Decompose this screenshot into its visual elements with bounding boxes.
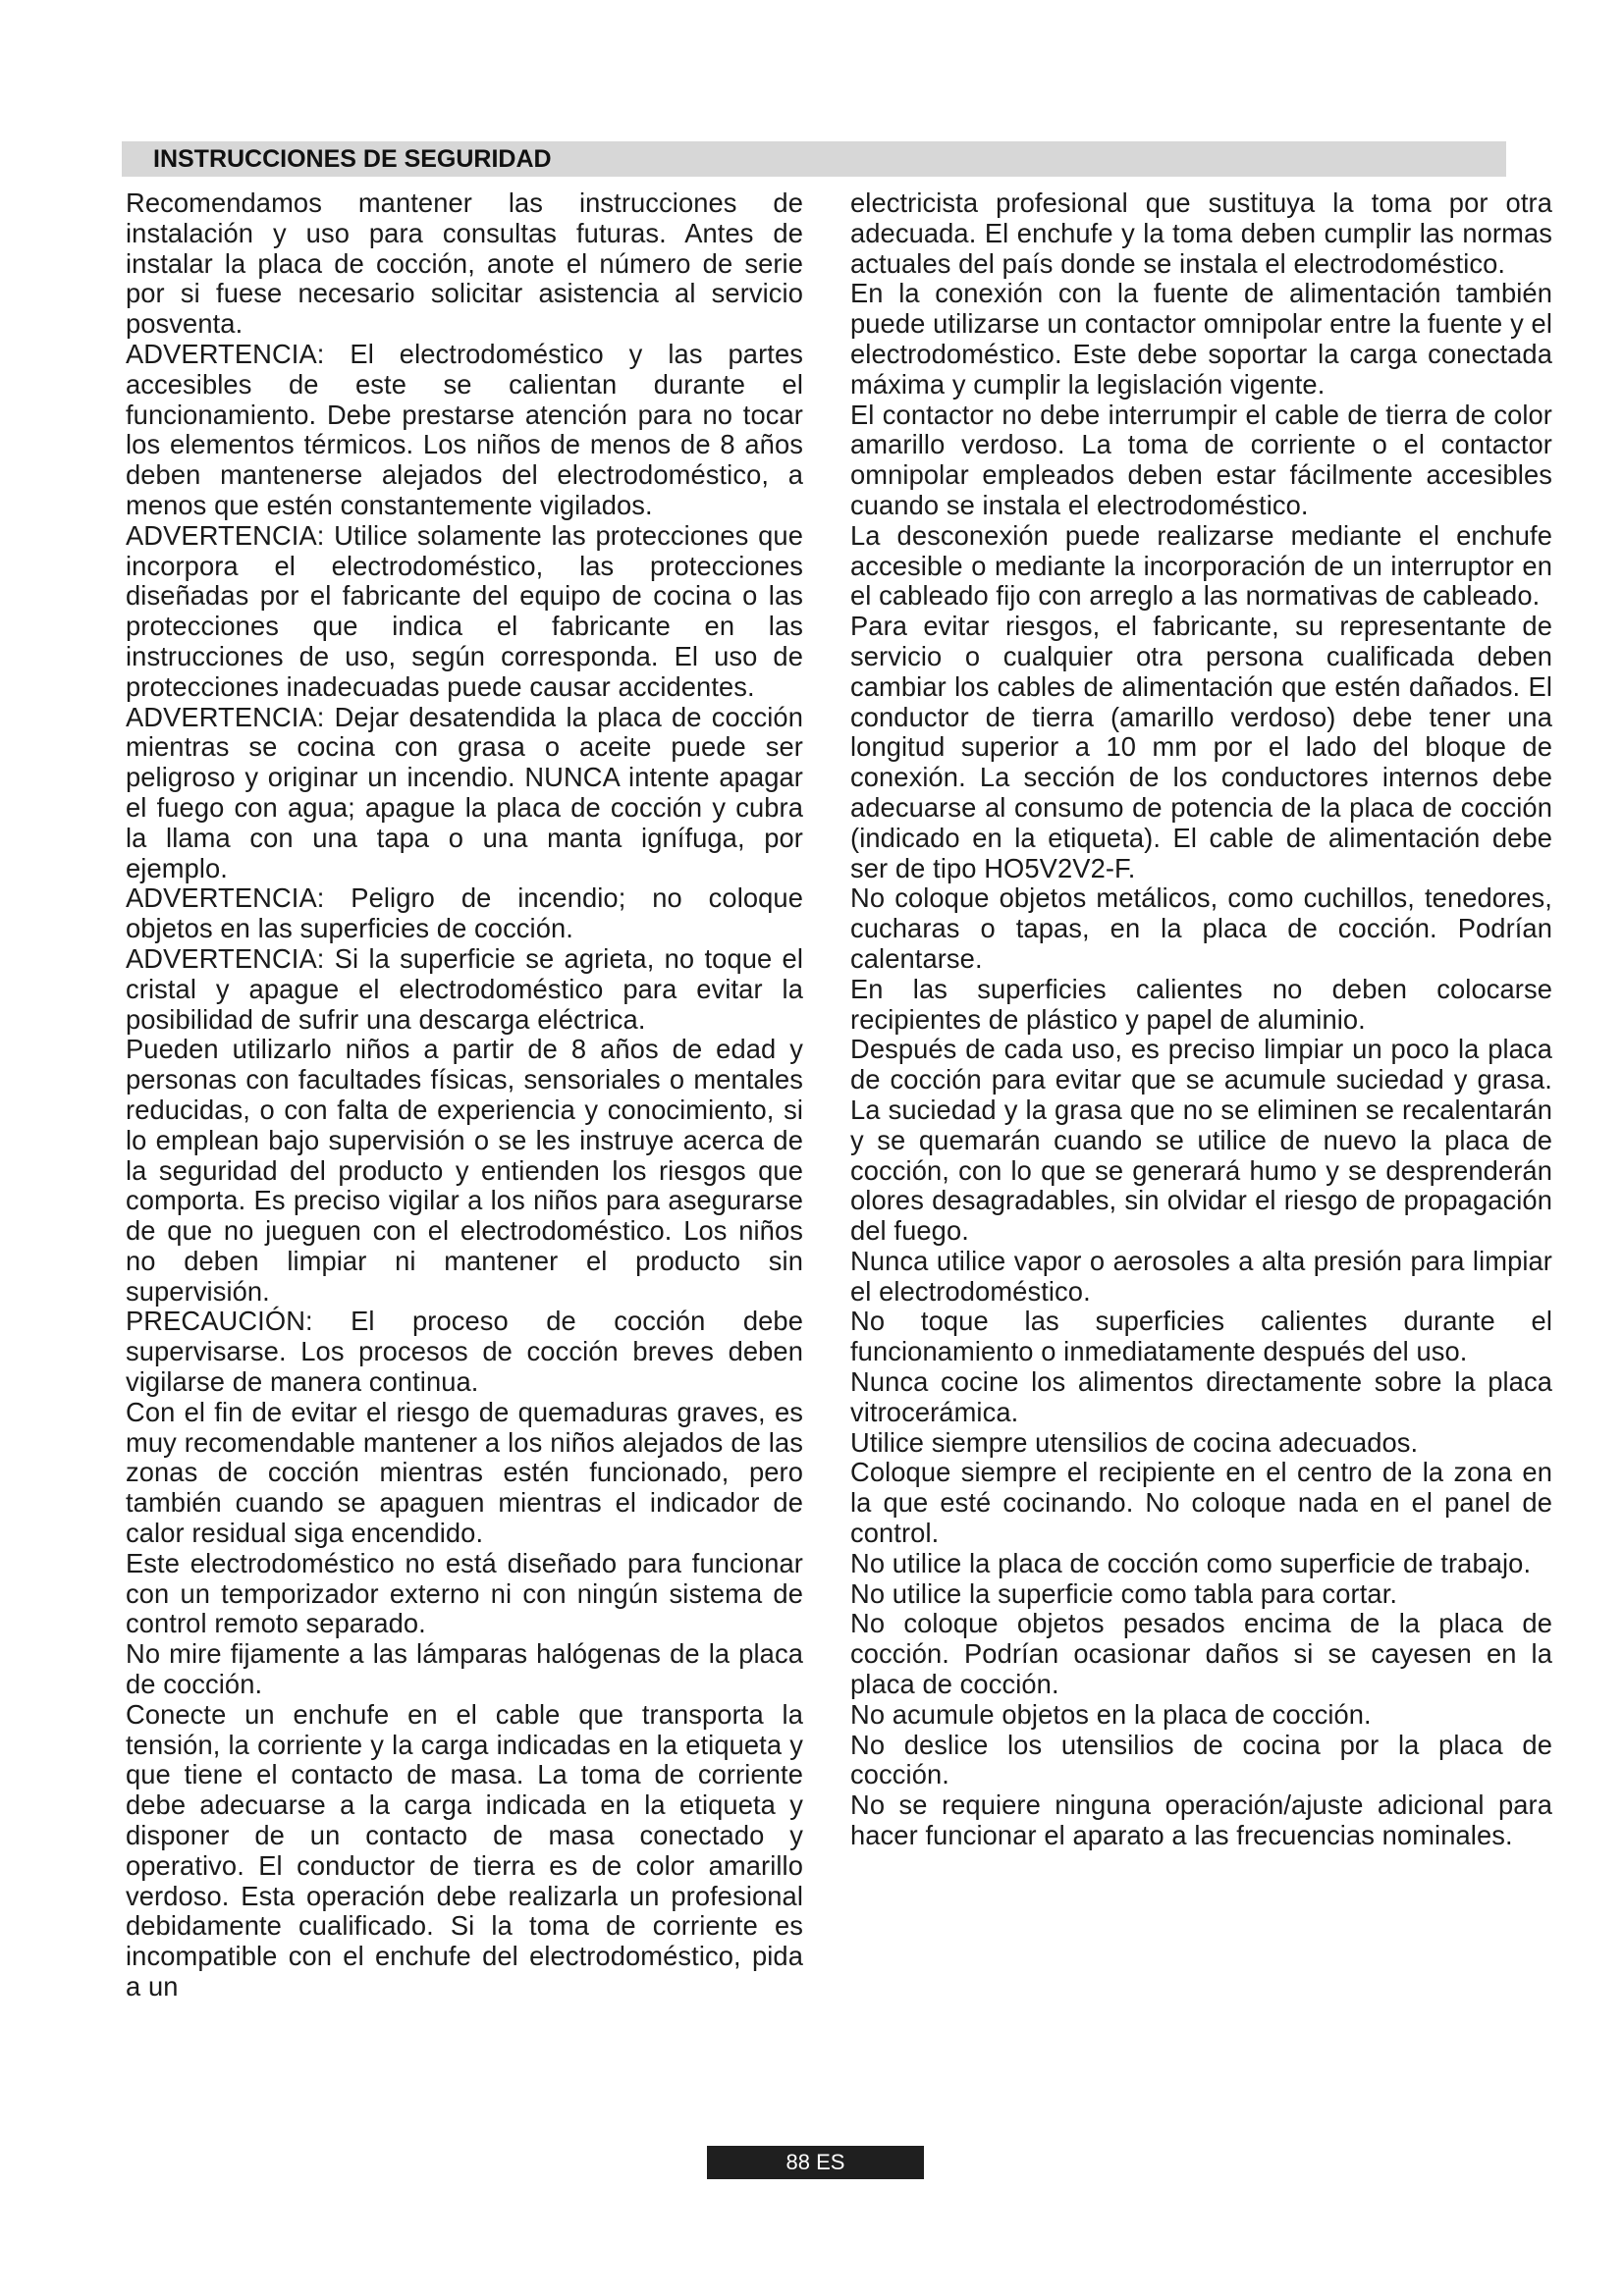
paragraph: ADVERTENCIA: Dejar desatendida la placa de cocción mientras se cocina con grasa o aceite puede ser peligroso y originar un incendio. NUNCA intente apagar el fuego con agua; apague la placa de cocción y cubra la llama con una tapa o una manta ignífuga, por ejemplo. <box>126 701 803 883</box>
paragraph: Conecte un enchufe en el cable que transporta la tensión, la corriente y la carga indicadas en la etiqueta y que tiene el contacto de masa. La toma de corriente debe adecuarse a la carga indicada en la etiqueta y disponer de un contacto de masa conectado y operativo. El conductor de tierra es de color amarillo verdoso. Esta operación debe realizarla un profesional debidamente cualificado. Si la toma de corriente es incompatible con el enchufe del electrodoméstico, pida a un <box>126 1698 803 2002</box>
page-number: 88 ES <box>785 2150 845 2174</box>
paragraph: No toque las superficies calientes durante el funcionamiento o inmediatamente después del uso. <box>850 1306 1552 1367</box>
paragraph: Coloque siempre el recipiente en el centro de la zona en la que esté cocinando. No coloque nada en el panel de control. <box>850 1457 1552 1549</box>
paragraph: No utilice la placa de cocción como superficie de trabajo. <box>850 1547 1532 1578</box>
paragraph: Pueden utilizarlo niños a partir de 8 años de edad y personas con facultades físicas, sensoriales o mentales reducidas, o con falta de experiencia y conocimiento, si lo emplean bajo supervisión o se les instruye acerca de la seguridad del producto y entienden los riesgos que comporta. Es preciso vigilar a los niños para asegurarse de que no jueguen con el electrodoméstico. Los niños no deben limpiar ni mantener el producto sin supervisión. <box>126 1034 803 1307</box>
paragraph: La desconexión puede realizarse mediante el enchufe accesible o mediante la incorporación de un interruptor en el cableado fijo con arreglo a las normativas de cableado. <box>850 519 1552 612</box>
paragraph: Nunca cocine los alimentos directamente sobre la placa vitrocerámica. <box>850 1366 1552 1427</box>
section-header-bar <box>122 141 1506 177</box>
paragraph: No se requiere ninguna operación/ajuste adicional para hacer funcionar el aparato a las frecuencias nominales. <box>850 1789 1552 1851</box>
paragraph: ADVERTENCIA: Utilice solamente las protecciones que incorpora el electrodoméstico, las protecciones diseñadas por el fabricante del equipo de cocina o las protecciones que indica el fabricante en las instrucciones de uso, según corresponda. El uso de protecciones inadecuadas puede causar accidentes. <box>126 519 803 702</box>
paragraph: En la conexión con la fuente de alimentación también puede utilizarse un contactor omnipolar entre la fuente y el electrodoméstico. Este debe soportar la carga conectada máxima y cumplir la legislación vigente. <box>850 278 1552 400</box>
paragraph: No coloque objetos metálicos, como cuchillos, tenedores, cucharas o tapas, en la placa de cocción. Podrían calentarse. <box>850 882 1552 974</box>
paragraph: No deslice los utensilios de cocina por la placa de cocción. <box>850 1729 1552 1790</box>
paragraph: No acumule objetos en la placa de cocción. <box>850 1698 1372 1730</box>
paragraph: No coloque objetos pesados encima de la placa de cocción. Podrían ocasionar daños si se cayesen en la placa de cocción. <box>850 1608 1552 1700</box>
paragraph: Recomendamos mantener las instrucciones de instalación y uso para consultas futuras. Antes de instalar la placa de cocción, anote el número de serie por si fuese necesario solicitar asistencia al servicio posventa. <box>126 187 803 340</box>
section-title: INSTRUCCIONES DE SEGURIDAD <box>153 145 552 173</box>
paragraph: Utilice siempre utensilios de cocina adecuados. <box>850 1426 1419 1458</box>
paragraph: Después de cada uso, es preciso limpiar un poco la placa de cocción para evitar que se acumule suciedad y grasa. La suciedad y la grasa que no se eliminen se recalentarán y se quemarán cuando se utilice de nuevo la placa de cocción, con lo que se generará humo y se desprenderán olores desagradables, sin olvidar el riesgo de propagación del fuego. <box>850 1034 1552 1247</box>
paragraph: Con el fin de evitar el riesgo de quemaduras graves, es muy recomendable mantener a los niños alejados de las zonas de cocción mientras estén funcionado, pero también cuando se apaguen mientras el indicador de calor residual siga encendido. <box>126 1396 803 1549</box>
paragraph: En las superficies calientes no deben colocarse recipientes de plástico y papel de aluminio. <box>850 973 1552 1035</box>
paragraph: Este electrodoméstico no está diseñado para funcionar con un temporizador externo ni con ningún sistema de control remoto separado. <box>126 1547 803 1639</box>
paragraph: El contactor no debe interrumpir el cable de tierra de color amarillo verdoso. La toma de corriente o el contactor omnipolar empleados deben estar fácilmente accesibles cuando se instala el electrodoméstico. <box>850 399 1552 520</box>
paragraph: ADVERTENCIA: El electrodoméstico y las partes accesibles de este se calientan durante el funcionamiento. Debe prestarse atención para no tocar los elementos térmicos. Los niños de menos de 8 años deben mantenerse alejados del electrodoméstico, a menos que estén constantemente vigilados. <box>126 338 803 520</box>
right-column <box>850 188 1552 1851</box>
paragraph: No utilice la superficie como tabla para cortar. <box>850 1577 1398 1609</box>
left-column <box>126 188 803 2002</box>
paragraph: electricista profesional que sustituya la toma por otra adecuada. El enchufe y la toma deben cumplir las normas actuales del país donde se instala el electrodoméstico. <box>850 187 1552 279</box>
paragraph: No mire fijamente a las lámparas halógenas de la placa de cocción. <box>126 1638 803 1700</box>
paragraph: ADVERTENCIA: Peligro de incendio; no coloque objetos en las superficies de cocción. <box>126 882 803 944</box>
paragraph: Nunca utilice vapor o aerosoles a alta presión para limpiar el electrodoméstico. <box>850 1245 1552 1307</box>
paragraph: ADVERTENCIA: Si la superficie se agrieta, no toque el cristal y apague el electrodoméstico para evitar la posibilidad de sufrir una descarga eléctrica. <box>126 942 803 1035</box>
paragraph: Para evitar riesgos, el fabricante, su representante de servicio o cualquier otra persona cualificada deben cambiar los cables de alimentación que estén dañados. El conductor de tierra (amarillo verdoso) debe tener una longitud superior a 10 mm por el lado del bloque de conexión. La sección de los conductores internos debe adecuarse al consumo de potencia de la placa de cocción (indicado en la etiqueta). El cable de alimentación debe ser de tipo HO5V2V2-F. <box>850 611 1552 883</box>
page-number-box <box>707 2146 924 2179</box>
paragraph: PRECAUCIÓN: El proceso de cocción debe supervisarse. Los procesos de cocción breves deben vigilarse de manera continua. <box>126 1306 803 1398</box>
